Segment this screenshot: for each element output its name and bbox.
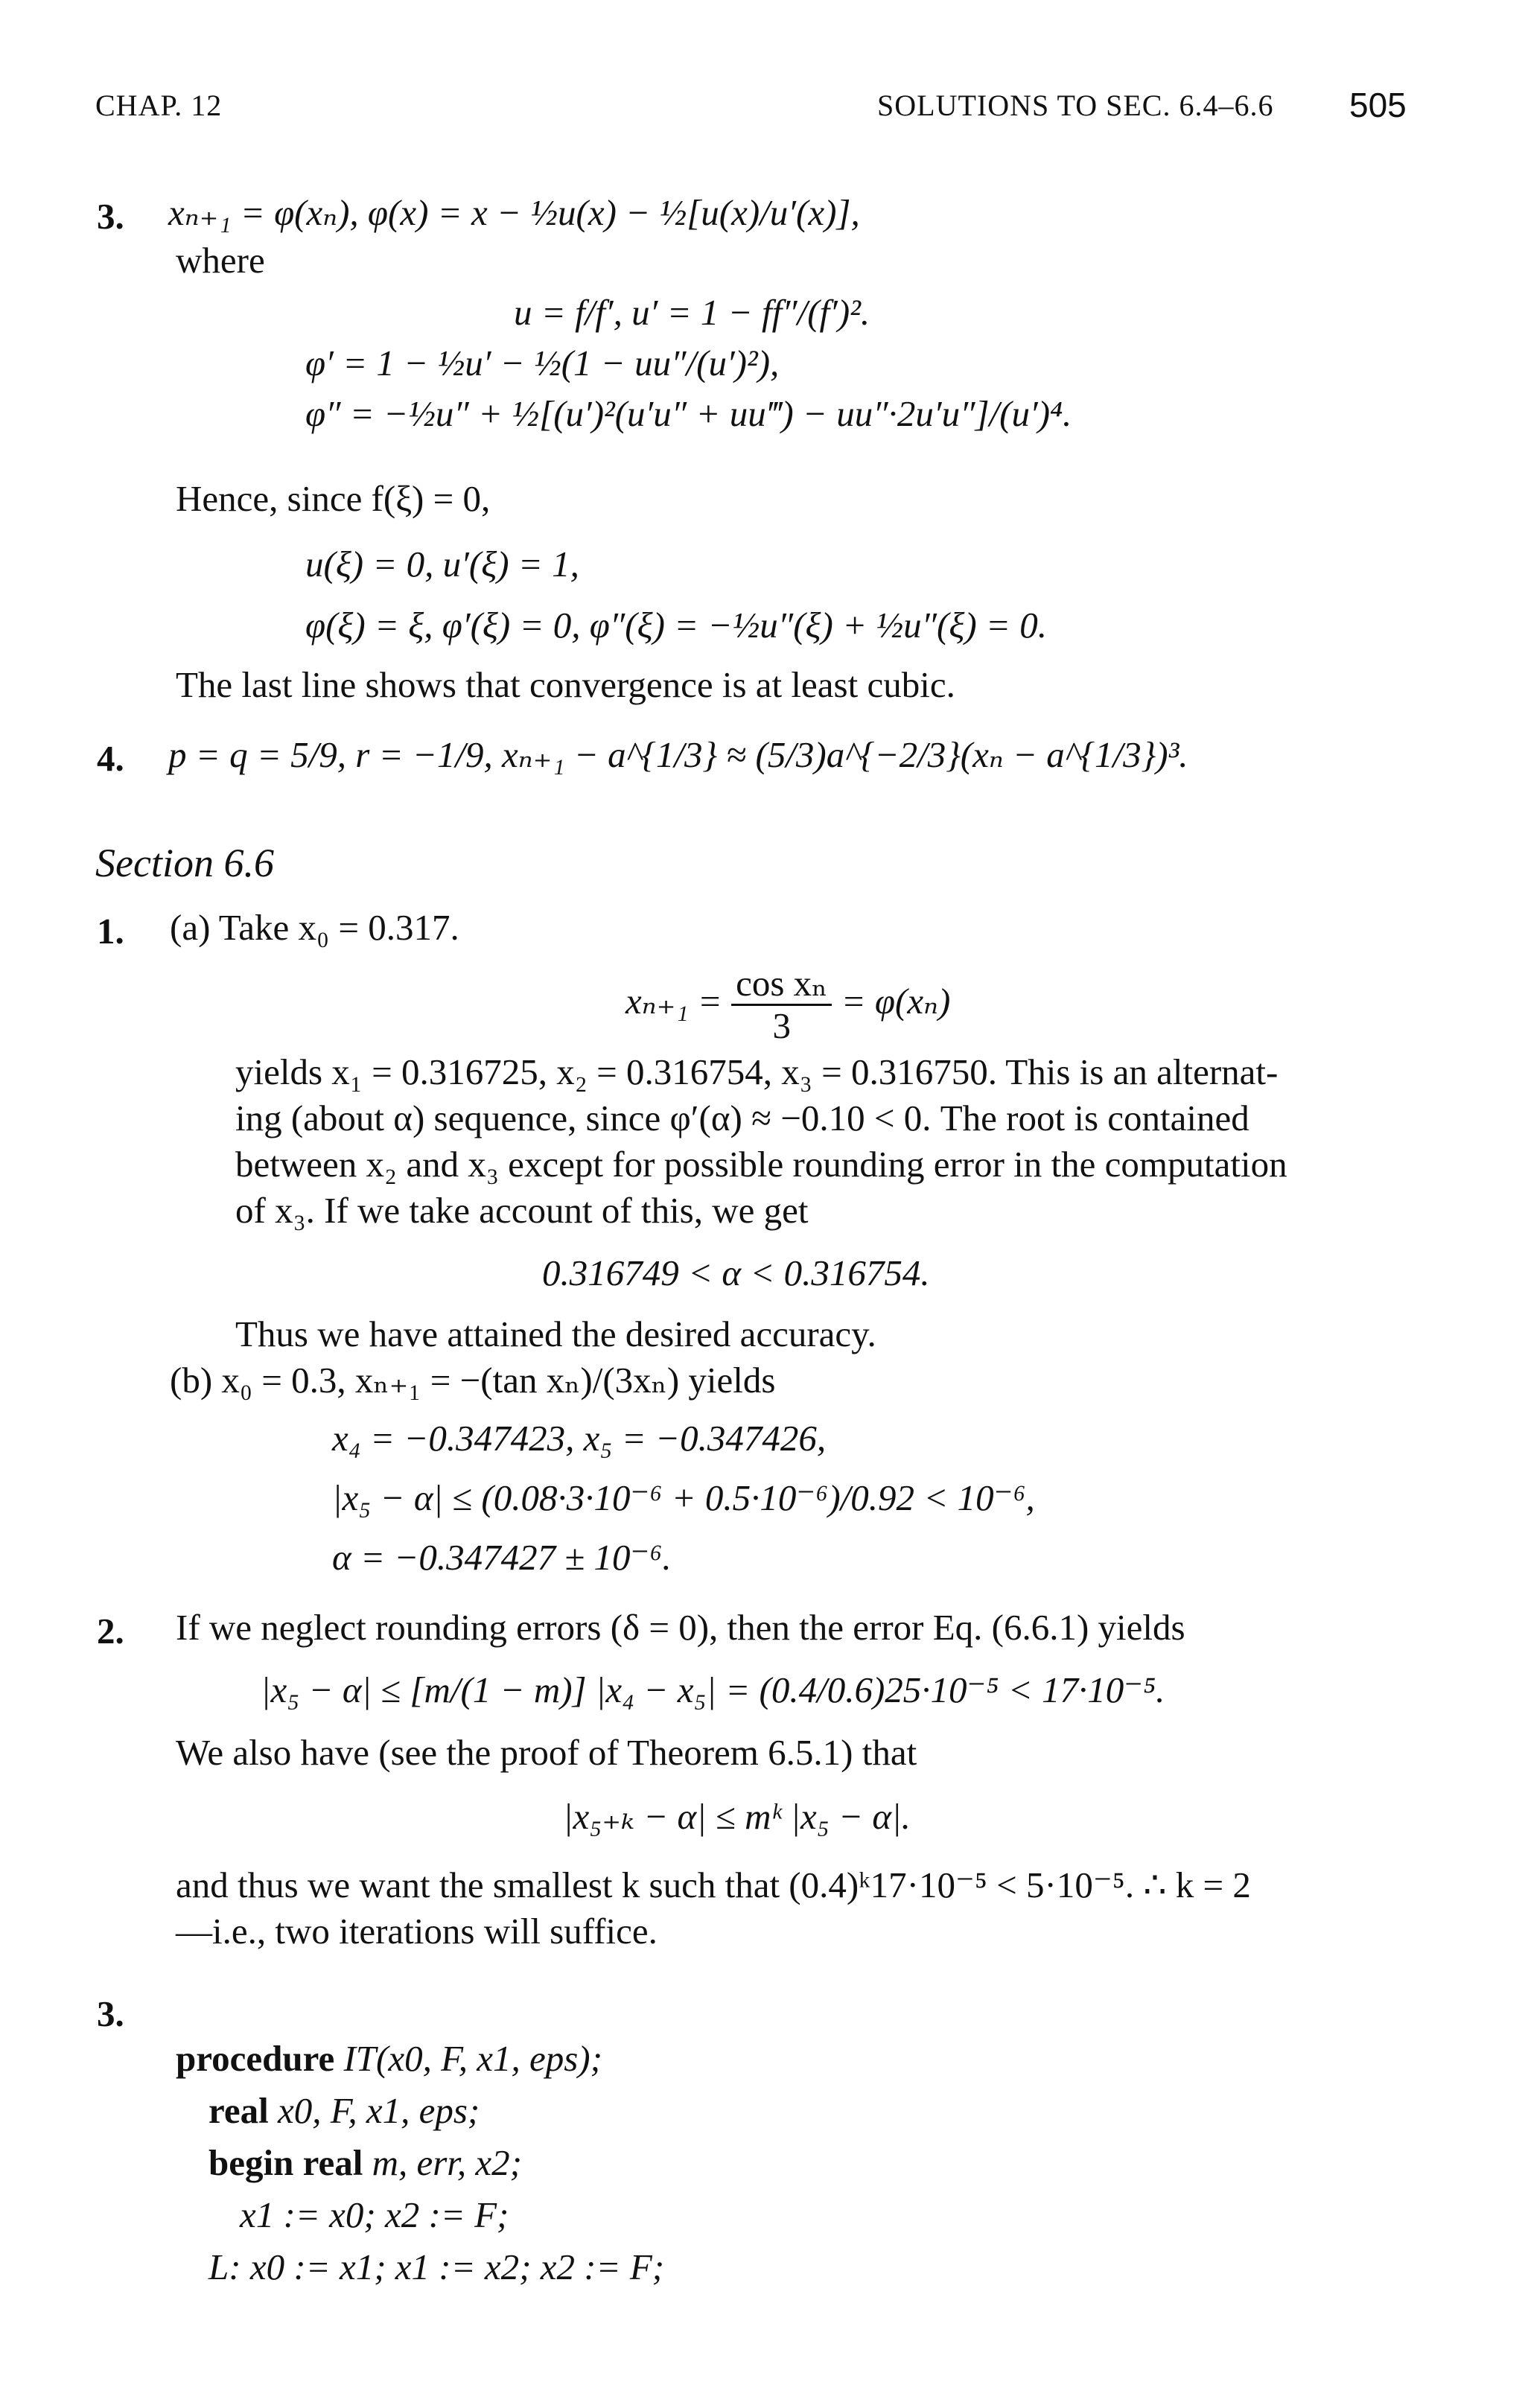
text-line: yields x₁ = 0.316725, x₂ = 0.316754, x₃ = 0.316750. This is an alternat- (235, 1051, 1279, 1092)
equation: |x₅₊ₖ − α| ≤ mᵏ |x₅ − α|. (563, 1796, 911, 1837)
item-number: 4. (97, 738, 124, 779)
equation: α = −0.347427 ± 10⁻⁶. (332, 1537, 672, 1578)
code-text: x1 := x0; x2 := F; (240, 2194, 509, 2235)
code-keyword: real (208, 2090, 269, 2131)
code-text: L: x0 := x1; x1 := x2; x2 := F; (208, 2246, 665, 2287)
text-line: ing (about α) sequence, since φ′(α) ≈ −0.10 < 0. The root is contained (235, 1098, 1249, 1138)
code-keyword: begin real (208, 2142, 363, 2183)
text-line: and thus we want the smallest k such that (0.4)ᵏ17·10⁻⁵ < 5·10⁻⁵. ∴ k = 2 (176, 1864, 1251, 1905)
fraction-numerator: cos xₙ (731, 963, 832, 1006)
equation-rhs: = φ(xₙ) (841, 981, 951, 1022)
text-line: The last line shows that convergence is at least cubic. (176, 664, 955, 705)
text-line: If we neglect rounding errors (δ = 0), then the error Eq. (6.6.1) yields (176, 1607, 1185, 1648)
equation: φ″ = −½u″ + ½[(u′)²(u′u″ + uu‴) − uu″·2u′u″]/(u′)⁴. (305, 393, 1072, 434)
text-line: Thus we have attained the desired accuracy. (235, 1313, 876, 1354)
text-line: where (176, 240, 265, 281)
text-line: between x₂ and x₃ except for possible rounding error in the computation (235, 1144, 1287, 1185)
equation-lhs: xₙ₊₁ = (625, 981, 722, 1022)
code-line (208, 2246, 664, 2288)
code-line (208, 2141, 522, 2184)
code-line (208, 2089, 480, 2132)
fraction-denominator: 3 (772, 1005, 791, 1047)
equation: |x₅ − α| ≤ [m/(1 − m)] |x₄ − x₅| = (0.4/0.6)25·10⁻⁵ < 17·10⁻⁵. (261, 1669, 1165, 1710)
code-line (176, 2037, 602, 2080)
equation: p = q = 5/9, r = −1/9, xₙ₊₁ − a^{1/3} ≈ (5/3)a^{−2/3}(xₙ − a^{1/3})³. (168, 734, 1188, 775)
code-keyword: procedure (176, 2038, 335, 2079)
item-number: 2. (97, 1611, 124, 1651)
equation: u(ξ) = 0, u′(ξ) = 1, (305, 544, 579, 585)
item-number: 1. (97, 911, 124, 952)
fraction (731, 963, 832, 1046)
chapter-label: CHAP. 12 (95, 89, 223, 122)
section-heading: Section 6.6 (95, 841, 274, 885)
item-number: 3. (97, 196, 124, 237)
item-number: 3. (97, 1993, 124, 2034)
equation: φ′ = 1 − ½u′ − ½(1 − uu″/(u′)²), (305, 343, 780, 383)
code-text: IT(x0, F, x1, eps); (334, 2038, 602, 2079)
running-head: SOLUTIONS TO SEC. 6.4–6.6 (877, 89, 1274, 122)
text-line: —i.e., two iterations will suffice. (176, 1911, 658, 1952)
code-text: m, err, x2; (363, 2142, 523, 2183)
text-line: (a) Take x₀ = 0.317. (170, 907, 459, 948)
equation: 0.316749 < α < 0.316754. (542, 1252, 930, 1293)
equation: |x₅ − α| ≤ (0.08·3·10⁻⁶ + 0.5·10⁻⁶)/0.92 < 10⁻⁶, (332, 1477, 1035, 1518)
text-line: We also have (see the proof of Theorem 6.5.1) that (176, 1732, 917, 1773)
text-line: (b) x₀ = 0.3, xₙ₊₁ = −(tan xₙ)/(3xₙ) yields (170, 1360, 776, 1401)
equation: u = f/f′, u′ = 1 − ff″/(f′)². (514, 292, 870, 333)
equation: xₙ₊₁ = φ(xₙ), φ(x) = x − ½u(x) − ½[u(x)/u′(x)], (168, 192, 860, 233)
text-line: of x₃. If we take account of this, we get (235, 1190, 809, 1231)
equation: x₄ = −0.347423, x₅ = −0.347426, (332, 1418, 827, 1459)
code-text: x0, F, x1, eps; (268, 2090, 480, 2131)
code-line (240, 2194, 509, 2236)
text-line: Hence, since f(ξ) = 0, (176, 478, 491, 519)
equation (625, 961, 950, 1046)
equation: φ(ξ) = ξ, φ′(ξ) = 0, φ″(ξ) = −½u″(ξ) + ½u″(ξ) = 0. (305, 605, 1047, 646)
page-number: 505 (1349, 86, 1407, 124)
